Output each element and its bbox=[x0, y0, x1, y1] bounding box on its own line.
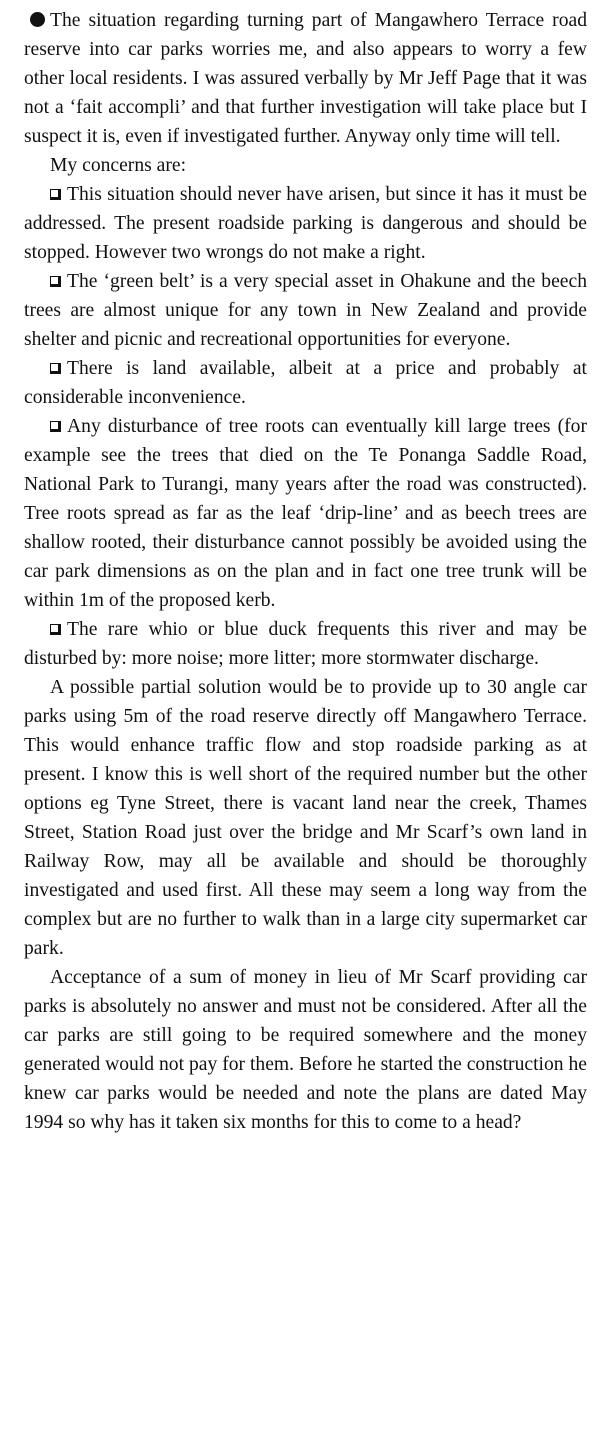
checkbox-bullet-icon bbox=[50, 363, 61, 374]
checkbox-bullet-icon bbox=[50, 276, 61, 287]
concern-item-4-text: Any disturbance of tree roots can eventually kill large trees (for example see the trees that died on the Te Ponanga Saddle Road, National Park to Turangi, many years after the road was constructed). Tree roots spread as far as the leaf ‘drip-line’ and as beech trees are shallow rooted, their disturbance cannot possibly be avoided using the car park dimensions as on the plan and in fact one tree trunk will be within 1m of the proposed kerb. bbox=[24, 416, 587, 611]
concern-item-5 bbox=[24, 615, 587, 673]
checkbox-bullet-icon bbox=[50, 624, 61, 635]
paragraph-conclusion-text: Acceptance of a sum of money in lieu of Mr Scarf providing car parks is absolutely no answer and must not be considered. After all the car parks are still going to be required somewhere and the money generated would not pay for them. Before he started the construction he knew car parks would be needed and note the plans are dated May 1994 so why has it taken six months for this to come to a head? bbox=[24, 967, 587, 1133]
concern-item-4 bbox=[24, 412, 587, 615]
concern-item-5-text: The rare whio or blue duck frequents this river and may be disturbed by: more noise; more litter; more stormwater discharge. bbox=[24, 619, 587, 669]
checkbox-bullet-icon bbox=[50, 189, 61, 200]
paragraph-solution-text: A possible partial solution would be to provide up to 30 angle car parks using 5m of the road reserve directly off Mangawhero Terrace. This would enhance traffic flow and stop roadside parking as at present. I know this is well short of the required number but the other options eg Tyne Street, there is vacant land near the creek, Thames Street, Station Road just over the bridge and Mr Scarf’s own land in Railway Row, may all be available and should be thoroughly investigated and used first. All these may seem a long way from the complex but are no further to walk than in a large city supermarket car park. bbox=[24, 677, 587, 959]
paragraph-concerns-heading bbox=[24, 151, 587, 180]
concern-item-1 bbox=[24, 180, 587, 267]
concern-item-2-text: The ‘green belt’ is a very special asset in Ohakune and the beech trees are almost unique for any town in New Zealand and provide shelter and picnic and recreational opportunities for everyone. bbox=[24, 271, 587, 350]
paragraph-solution bbox=[24, 673, 587, 963]
paragraph-intro bbox=[24, 6, 587, 151]
filled-circle-bullet-icon bbox=[30, 12, 45, 27]
paragraph-intro-text: The situation regarding turning part of Mangawhero Terrace road reserve into car parks worries me, and also appears to worry a few other local residents. I was assured verbally by Mr Jeff Page that it was not a ‘fait accompli’ and that further investigation will take place but I suspect it is, even if investigated further. Anyway only time will tell. bbox=[24, 10, 587, 147]
paragraph-concerns-heading-text: My concerns are: bbox=[50, 155, 187, 176]
concern-item-3-text: There is land available, albeit at a price and probably at considerable inconvenience. bbox=[24, 358, 587, 408]
checkbox-bullet-icon bbox=[50, 421, 61, 432]
concern-item-1-text: This situation should never have arisen, but since it has it must be addressed. The present roadside parking is dangerous and should be stopped. However two wrongs do not make a right. bbox=[24, 184, 587, 263]
concern-item-3 bbox=[24, 354, 587, 412]
paragraph-conclusion bbox=[24, 963, 587, 1137]
concern-item-2 bbox=[24, 267, 587, 354]
